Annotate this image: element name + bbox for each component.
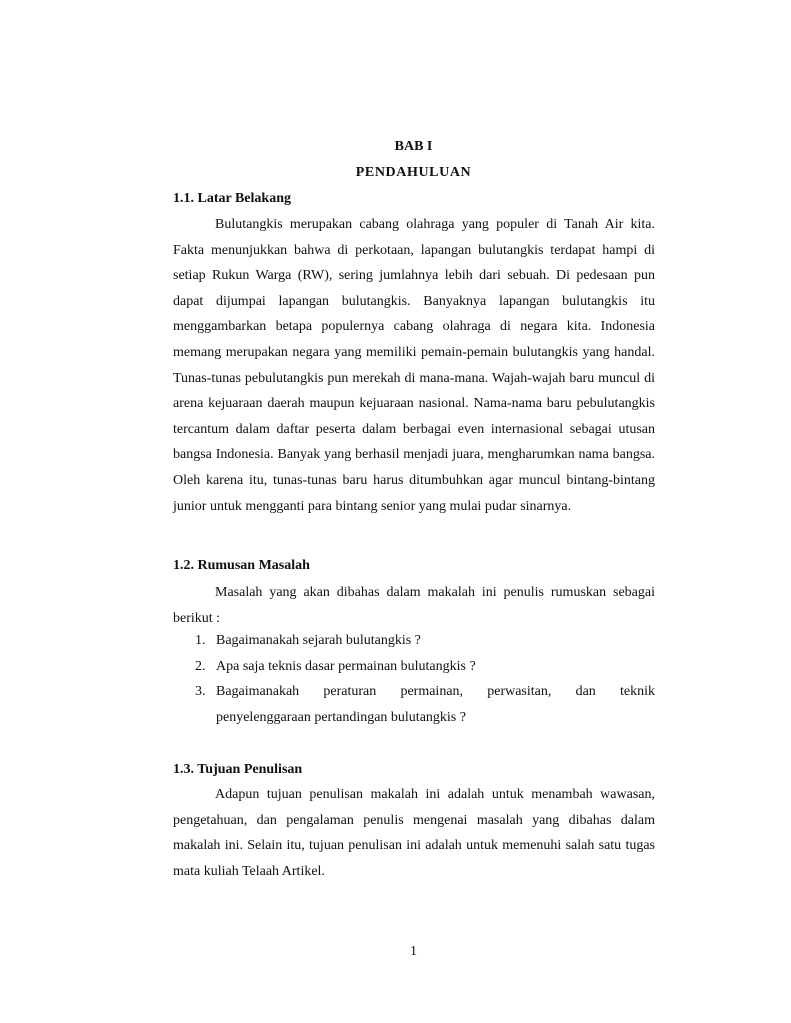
list-item [173, 679, 655, 730]
list-item [173, 654, 655, 680]
section-heading-latar-belakang: 1.1. Latar Belakang [173, 191, 291, 206]
chapter-number: BAB I [394, 139, 433, 154]
section-paragraph-tujuan-penulisan: Adapun tujuan penulisan makalah ini adalah untuk menambah wawasan, pengetahuan, dan pengalaman penulis mengenai masalah yang dibahas dalam makalah ini. Selain itu, tujuan penulisan ini adalah untuk memenuhi salah satu tugas mata kuliah Telaah Artikel. [173, 787, 655, 879]
page-number: 1 [410, 944, 417, 959]
problem-list [173, 628, 655, 730]
section-paragraph-latar-belakang: Bulutangkis merupakan cabang olahraga yang populer di Tanah Air kita. Fakta menunjukkan bahwa di perkotaan, lapangan bulutangkis terdapat hampi di setiap Rukun Warga (RW), sering jumlahnya lebih dari sebuah. Di pedesaan pun dapat dijumpai lapangan bulutangkis. Banyaknya lapangan bulutangkis itu menggambarkan betapa populernya cabang olahraga di negara kita. Indonesia memang merupakan negara yang memiliki pemain-pemain bulutangkis yang handal. Tunas-tunas pebulutangkis pun merekah di mana-mana. Wajah-wajah baru muncul di arena kejuaraan daerah maupun kejuaraan nasional. Nama-nama baru pebulutangkis tercantum dalam daftar peserta dalam berbagai even internasional sebagai utusan bangsa Indonesia. Banyak yang berhasil menjadi juara, mengharumkan nama bangsa. Oleh karena itu, tunas-tunas baru harus ditumbuhkan agar muncul bintang-bintang junior untuk mengganti para bintang senior yang mulai pudar sinarnya. [173, 217, 655, 514]
section-heading-tujuan-penulisan: 1.3. Tujuan Penulisan [173, 762, 303, 777]
list-item-text: Apa saja teknis dasar permainan bulutangkis ? [216, 658, 476, 674]
list-item-text: Bagaimanakah sejarah bulutangkis ? [216, 633, 421, 648]
list-item [173, 628, 655, 654]
section-paragraph-rumusan-masalah: Masalah yang akan dibahas dalam makalah ini penulis rumuskan sebagai berikut : [173, 585, 655, 626]
chapter-title: PENDAHULUAN [355, 165, 472, 180]
section-heading-rumusan-masalah: 1.2. Rumusan Masalah [173, 558, 310, 573]
list-item-number: 2. [195, 658, 206, 674]
list-item-text: Bagaimanakah peraturan permainan, perwasitan, dan teknik [216, 684, 655, 700]
list-item-number: 3. [195, 684, 206, 700]
list-item-text-continued: penyelenggaraan pertandingan bulutangkis ? [216, 709, 466, 725]
list-item-number: 1. [195, 633, 206, 648]
